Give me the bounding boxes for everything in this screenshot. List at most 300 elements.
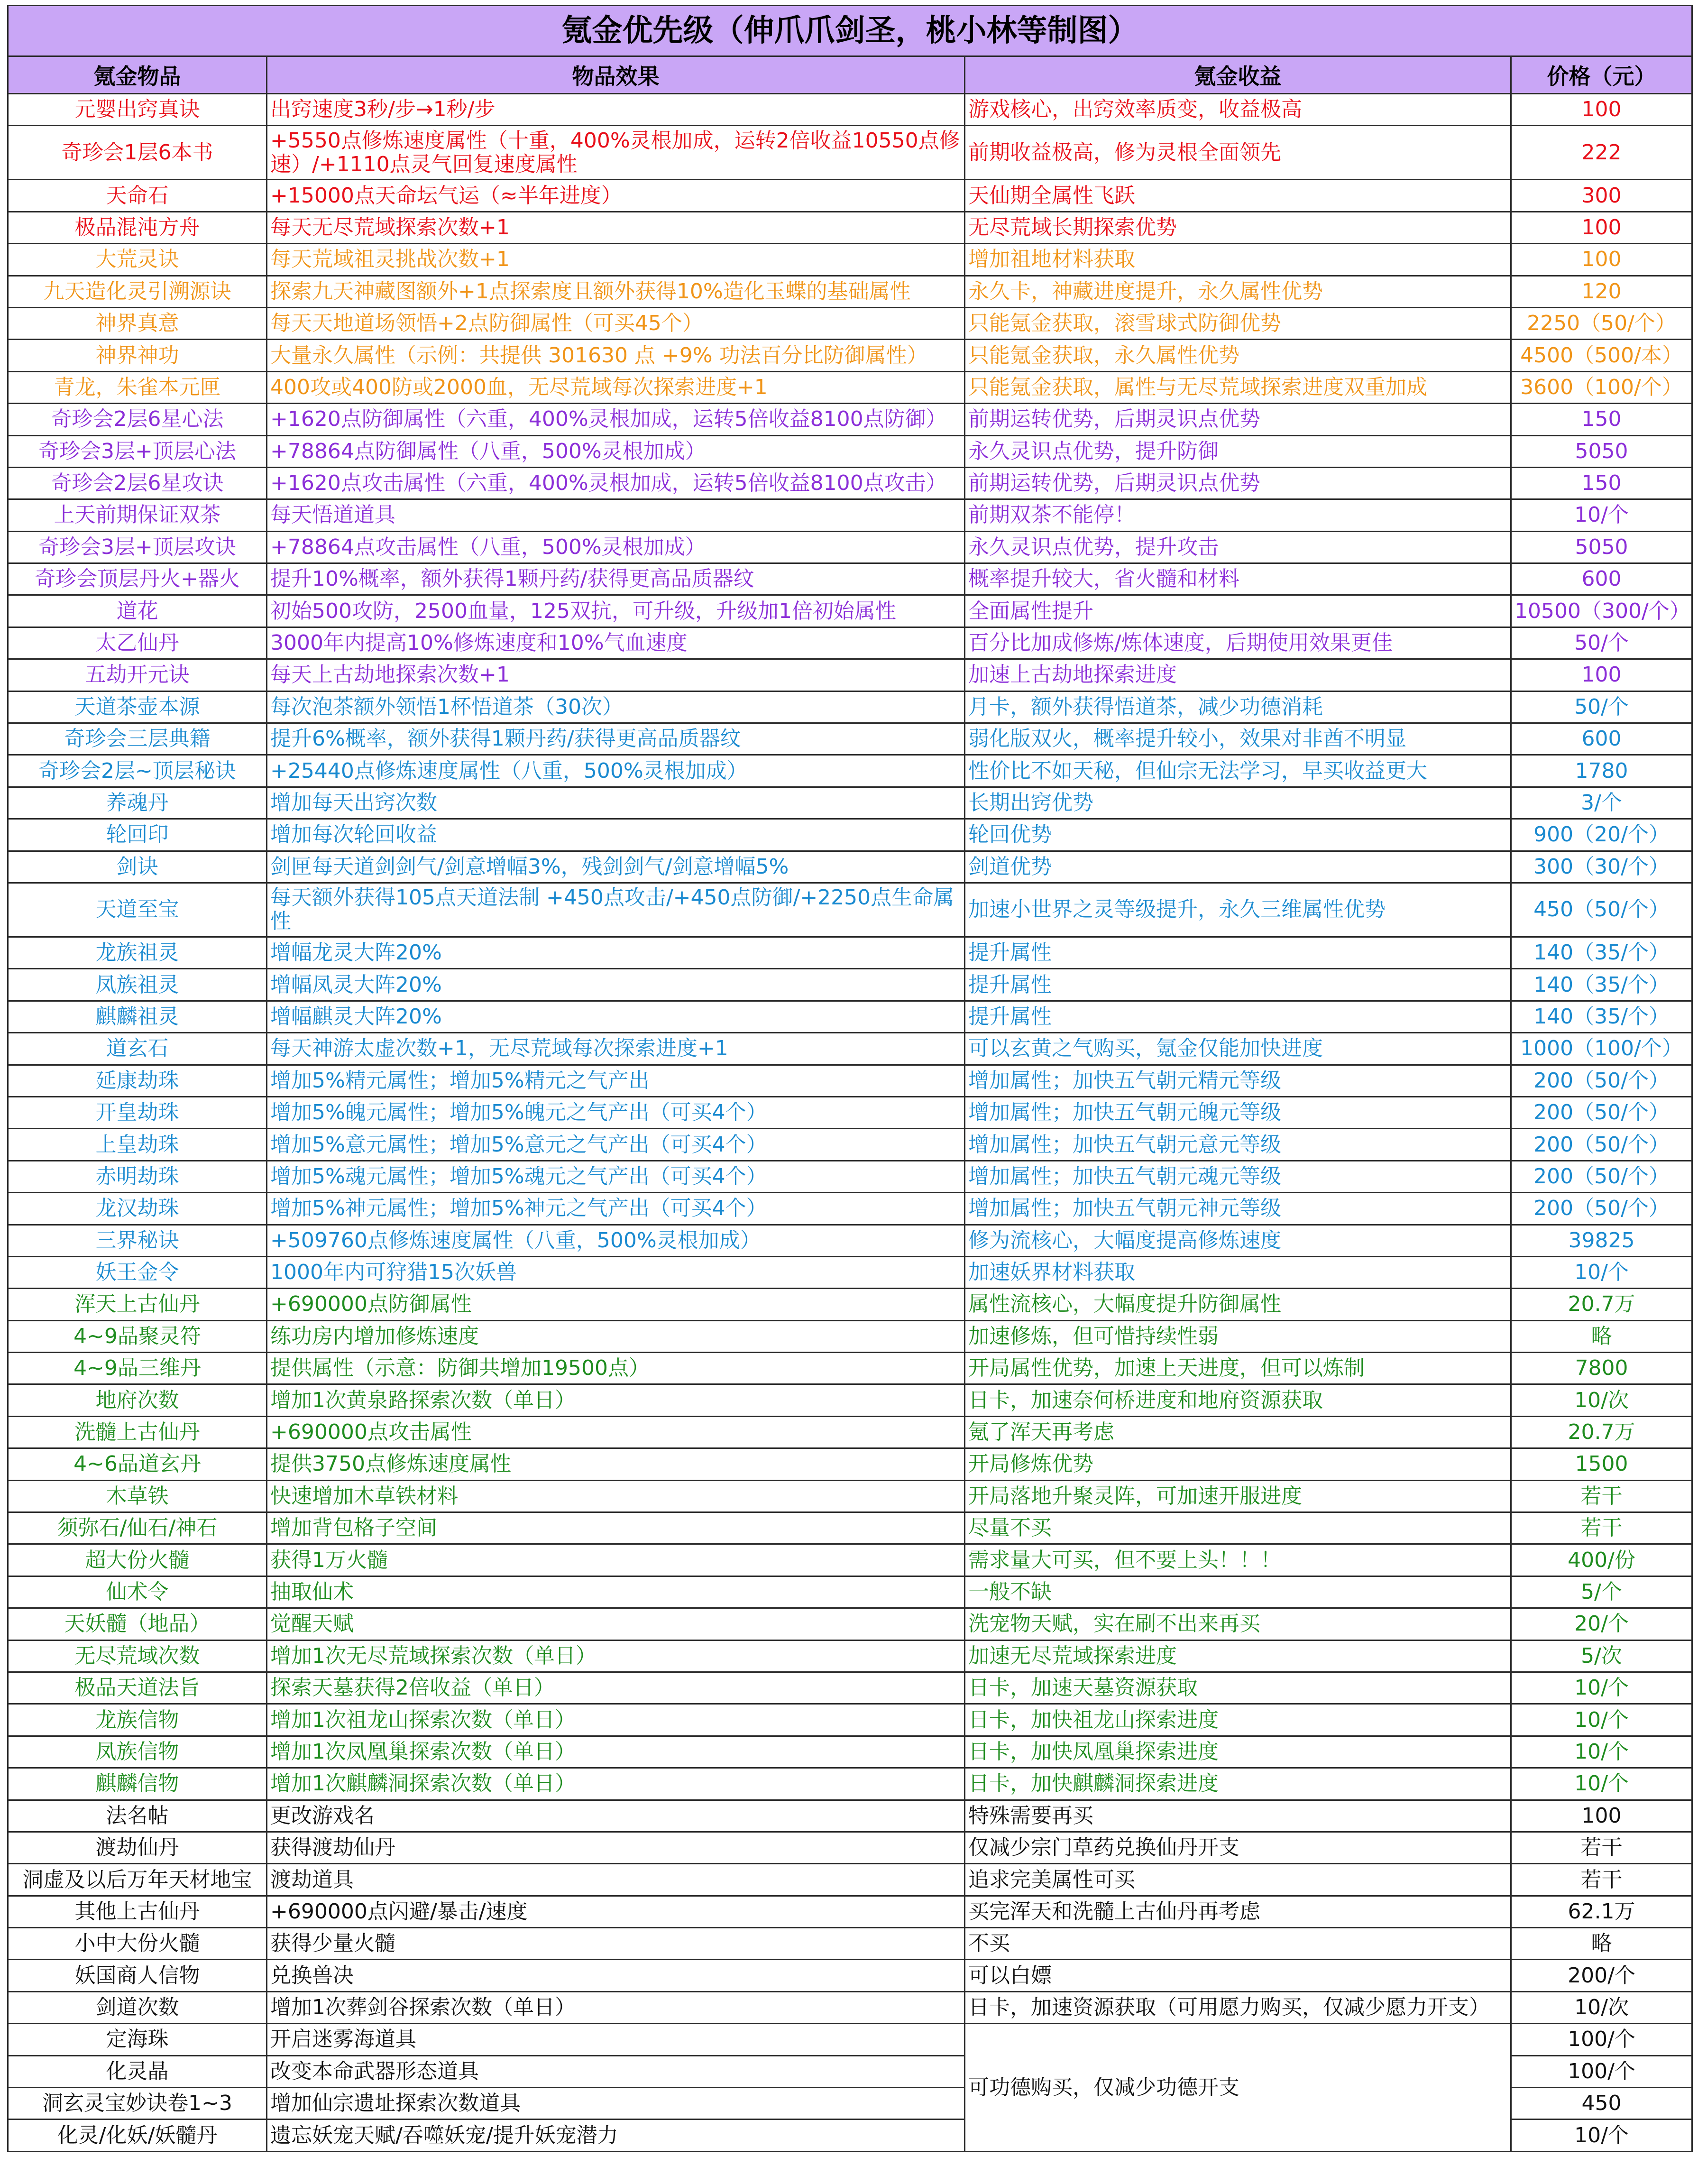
table-row <box>8 1991 1692 2023</box>
table-row <box>8 1864 1692 1896</box>
table-row <box>8 659 1692 691</box>
table-row <box>8 1800 1692 1832</box>
item-name-cell: 超大份火髓 <box>8 1544 267 1576</box>
item-name-cell: 木草铁 <box>8 1480 267 1512</box>
table-row <box>8 371 1692 403</box>
table-row <box>8 1065 1692 1097</box>
item-benefit-cell: 氪了浑天再考虑 <box>965 1416 1511 1448</box>
table-row <box>8 435 1692 467</box>
item-benefit-cell: 月卡，额外获得悟道茶，减少功德消耗 <box>965 691 1511 723</box>
table-row <box>8 937 1692 968</box>
header-price: 价格（元） <box>1511 56 1692 94</box>
table-row <box>8 1416 1692 1448</box>
table-row <box>8 1512 1692 1544</box>
item-effect-cell: 增加仙宗遗址探索次数道具 <box>267 2088 965 2119</box>
table-row <box>8 340 1692 371</box>
item-benefit-cell: 只能氪金获取，滚雪球式防御优势 <box>965 307 1511 339</box>
item-price-cell: 300（30/个） <box>1511 851 1692 883</box>
item-benefit-cell: 日卡，加快凤凰巢探索进度 <box>965 1736 1511 1768</box>
item-effect-cell: +78864点防御属性（八重，500%灵根加成） <box>267 435 965 467</box>
item-name-cell: 神界神功 <box>8 340 267 371</box>
item-benefit-cell: 前期收益极高，修为灵根全面领先 <box>965 126 1511 180</box>
table-row <box>8 1544 1692 1576</box>
item-price-cell: 100/个 <box>1511 2024 1692 2055</box>
item-name-cell: 洞玄灵宝妙诀卷1~3 <box>8 2088 267 2119</box>
item-name-cell: 剑诀 <box>8 851 267 883</box>
item-price-cell: 略 <box>1511 1320 1692 1352</box>
item-effect-cell: 抽取仙术 <box>267 1576 965 1608</box>
table-row <box>8 595 1692 627</box>
item-benefit-cell: 可以玄黄之气购买，氪金仅能加快进度 <box>965 1033 1511 1065</box>
item-name-cell: 三界秘诀 <box>8 1225 267 1256</box>
table-row <box>8 94 1692 126</box>
item-effect-cell: 获得渡劫仙丹 <box>267 1832 965 1863</box>
table-row <box>8 1832 1692 1863</box>
item-name-cell: 洗髓上古仙丹 <box>8 1416 267 1448</box>
item-effect-cell: 每天天地道场领悟+2点防御属性（可买45个） <box>267 307 965 339</box>
item-benefit-cell: 前期运转优势，后期灵识点优势 <box>965 404 1511 435</box>
item-name-cell: 妖国商人信物 <box>8 1960 267 1991</box>
table-row <box>8 126 1692 180</box>
item-benefit-cell: 全面属性提升 <box>965 595 1511 627</box>
item-name-cell: 五劫开元诀 <box>8 659 267 691</box>
item-benefit-cell: 游戏核心，出窍效率质变，收益极高 <box>965 94 1511 126</box>
item-price-cell: 若干 <box>1511 1512 1692 1544</box>
item-effect-cell: 开启迷雾海道具 <box>267 2024 965 2055</box>
item-price-cell: 120 <box>1511 276 1692 307</box>
table-row <box>8 627 1692 659</box>
item-price-cell: 若干 <box>1511 1832 1692 1863</box>
item-price-cell: 150 <box>1511 404 1692 435</box>
item-price-cell: 1000（100/个） <box>1511 1033 1692 1065</box>
item-effect-cell: 增加每次轮回收益 <box>267 819 965 851</box>
item-effect-cell: 出窍速度3秒/步→1秒/步 <box>267 94 965 126</box>
item-benefit-cell: 属性流核心，大幅度提升防御属性 <box>965 1289 1511 1320</box>
item-benefit-cell: 加速妖界材料获取 <box>965 1256 1511 1288</box>
table-row <box>8 1480 1692 1512</box>
item-price-cell: 62.1万 <box>1511 1896 1692 1927</box>
item-benefit-cell: 买完浑天和洗髓上古仙丹再考虑 <box>965 1896 1511 1927</box>
item-price-cell: 600 <box>1511 723 1692 755</box>
item-name-cell: 定海珠 <box>8 2024 267 2055</box>
item-benefit-cell: 长期出窍优势 <box>965 787 1511 819</box>
item-name-cell: 浑天上古仙丹 <box>8 1289 267 1320</box>
item-effect-cell: 增加背包格子空间 <box>267 1512 965 1544</box>
table-row <box>8 180 1692 212</box>
item-benefit-cell: 提升属性 <box>965 1001 1511 1032</box>
item-price-cell: 100 <box>1511 659 1692 691</box>
item-benefit-cell: 性价比不如天秘，但仙宗无法学习，早买收益更大 <box>965 755 1511 787</box>
item-price-cell: 10/个 <box>1511 1256 1692 1288</box>
item-name-cell: 天道至宝 <box>8 883 267 937</box>
header-effect: 物品效果 <box>267 56 965 94</box>
item-benefit-cell: 可以白嫖 <box>965 1960 1511 1991</box>
item-effect-cell: 增加1次麒麟洞探索次数（单日） <box>267 1768 965 1800</box>
item-name-cell: 地府次数 <box>8 1384 267 1416</box>
item-name-cell: 上皇劫珠 <box>8 1129 267 1161</box>
item-benefit-cell: 日卡，加速资源获取（可用愿力购买，仅减少愿力开支） <box>965 1991 1511 2023</box>
item-price-cell: 4500（500/本） <box>1511 340 1692 371</box>
table-row <box>8 1033 1692 1065</box>
item-benefit-cell: 加速修炼，但可惜持续性弱 <box>965 1320 1511 1352</box>
table-row <box>8 1320 1692 1352</box>
item-name-cell: 元婴出窍真诀 <box>8 94 267 126</box>
item-price-cell: 200（50/个） <box>1511 1129 1692 1161</box>
item-effect-cell: 每天荒域祖灵挑战次数+1 <box>267 244 965 276</box>
item-price-cell: 5/个 <box>1511 1576 1692 1608</box>
item-effect-cell: 增幅麒灵大阵20% <box>267 1001 965 1032</box>
item-price-cell: 20.7万 <box>1511 1289 1692 1320</box>
item-benefit-cell: 加速上古劫地探索进度 <box>965 659 1511 691</box>
item-benefit-cell: 只能氪金获取，属性与无尽荒域探索进度双重加成 <box>965 371 1511 403</box>
item-price-cell: 10500（300/个） <box>1511 595 1692 627</box>
table-row <box>8 1193 1692 1225</box>
table-body <box>8 94 1692 2152</box>
table-row <box>8 1960 1692 1991</box>
item-price-cell: 5050 <box>1511 531 1692 563</box>
table-row <box>8 499 1692 531</box>
item-benefit-cell: 日卡，加速天墓资源获取 <box>965 1672 1511 1704</box>
item-effect-cell: 增加5%精元属性；增加5%精元之气产出 <box>267 1065 965 1097</box>
item-effect-cell: 提升6%概率，额外获得1颗丹药/获得更高品质器纹 <box>267 723 965 755</box>
item-price-cell: 150 <box>1511 467 1692 499</box>
item-effect-cell: +690000点防御属性 <box>267 1289 965 1320</box>
item-price-cell: 1500 <box>1511 1448 1692 1480</box>
item-name-cell: 凤族祖灵 <box>8 969 267 1001</box>
item-name-cell: 龙族祖灵 <box>8 937 267 968</box>
item-name-cell: 养魂丹 <box>8 787 267 819</box>
item-effect-cell: 400攻或400防或2000血，无尽荒域每次探索进度+1 <box>267 371 965 403</box>
item-price-cell: 50/个 <box>1511 691 1692 723</box>
item-benefit-cell: 提升属性 <box>965 969 1511 1001</box>
item-effect-cell: 每天额外获得105点天道法制 +450点攻击/+450点防御/+2250点生命属性 <box>267 883 965 937</box>
item-name-cell: 轮回印 <box>8 819 267 851</box>
table-row <box>8 404 1692 435</box>
item-benefit-cell: 加速小世界之灵等级提升，永久三维属性优势 <box>965 883 1511 937</box>
item-price-cell: 10/个 <box>1511 1704 1692 1736</box>
item-effect-cell: +25440点修炼速度属性（八重，500%灵根加成） <box>267 755 965 787</box>
item-benefit-cell: 不买 <box>965 1928 1511 1960</box>
table-row <box>8 276 1692 307</box>
item-price-cell: 300 <box>1511 180 1692 212</box>
item-price-cell: 7800 <box>1511 1353 1692 1384</box>
item-price-cell: 200（50/个） <box>1511 1065 1692 1097</box>
table-row <box>8 1608 1692 1640</box>
item-name-cell: 妖王金令 <box>8 1256 267 1288</box>
item-name-cell: 无尽荒域次数 <box>8 1640 267 1672</box>
item-benefit-cell: 百分比加成修炼/炼体速度，后期使用效果更佳 <box>965 627 1511 659</box>
item-name-cell: 渡劫仙丹 <box>8 1832 267 1863</box>
item-name-cell: 道玄石 <box>8 1033 267 1065</box>
table-row <box>8 467 1692 499</box>
item-benefit-cell: 仅减少宗门草药兑换仙丹开支 <box>965 1832 1511 1863</box>
item-price-cell: 100 <box>1511 212 1692 243</box>
item-price-cell: 2250（50/个） <box>1511 307 1692 339</box>
table-row <box>8 755 1692 787</box>
item-name-cell: 奇珍会2层~顶层秘诀 <box>8 755 267 787</box>
item-benefit-cell: 永久灵识点优势，提升防御 <box>965 435 1511 467</box>
item-name-cell: 龙汉劫珠 <box>8 1193 267 1225</box>
item-benefit-cell: 无尽荒域长期探索优势 <box>965 212 1511 243</box>
item-name-cell: 天妖髓（地品） <box>8 1608 267 1640</box>
header-benefit: 氪金收益 <box>965 56 1511 94</box>
item-benefit-cell: 增加属性；加快五气朝元神元等级 <box>965 1193 1511 1225</box>
item-name-cell: 麒麟信物 <box>8 1768 267 1800</box>
item-name-cell: 奇珍会3层+顶层攻诀 <box>8 531 267 563</box>
item-effect-cell: 每天上古劫地探索次数+1 <box>267 659 965 691</box>
item-benefit-cell: 追求完美属性可买 <box>965 1864 1511 1896</box>
item-benefit-cell: 永久卡，神藏进度提升，永久属性优势 <box>965 276 1511 307</box>
item-effect-cell: +15000点天命坛气运（≈半年进度） <box>267 180 965 212</box>
table-row <box>8 723 1692 755</box>
item-name-cell: 奇珍会1层6本书 <box>8 126 267 180</box>
item-name-cell: 4~9品三维丹 <box>8 1353 267 1384</box>
table-row <box>8 212 1692 243</box>
item-price-cell: 140（35/个） <box>1511 969 1692 1001</box>
item-name-cell: 奇珍会2层6星心法 <box>8 404 267 435</box>
item-name-cell: 极品天道法旨 <box>8 1672 267 1704</box>
item-effect-cell: 获得少量火髓 <box>267 1928 965 1960</box>
item-benefit-cell: 洗宠物天赋，实在刷不出来再买 <box>965 1608 1511 1640</box>
table-row <box>8 1736 1692 1768</box>
item-effect-cell: 增加1次无尽荒域探索次数（单日） <box>267 1640 965 1672</box>
item-name-cell: 奇珍会2层6星攻诀 <box>8 467 267 499</box>
item-name-cell: 仙术令 <box>8 1576 267 1608</box>
item-price-cell: 39825 <box>1511 1225 1692 1256</box>
table-row <box>8 244 1692 276</box>
item-benefit-cell: 剑道优势 <box>965 851 1511 883</box>
item-effect-cell: 剑匣每天道剑剑气/剑意增幅3%，残剑剑气/剑意增幅5% <box>267 851 965 883</box>
item-benefit-cell: 增加属性；加快五气朝元意元等级 <box>965 1129 1511 1161</box>
item-benefit-cell: 加速无尽荒域探索进度 <box>965 1640 1511 1672</box>
item-price-cell: 5050 <box>1511 435 1692 467</box>
item-benefit-cell: 尽量不买 <box>965 1512 1511 1544</box>
item-effect-cell: 3000年内提高10%修炼速度和10%气血速度 <box>267 627 965 659</box>
item-name-cell: 太乙仙丹 <box>8 627 267 659</box>
item-benefit-cell: 提升属性 <box>965 937 1511 968</box>
item-effect-cell: 快速增加木草铁材料 <box>267 1480 965 1512</box>
item-price-cell: 100 <box>1511 94 1692 126</box>
item-effect-cell: 增加5%神元属性；增加5%神元之气产出（可买4个） <box>267 1193 965 1225</box>
table-row <box>8 531 1692 563</box>
item-benefit-cell: 一般不缺 <box>965 1576 1511 1608</box>
table-row <box>8 1129 1692 1161</box>
item-name-cell: 神界真意 <box>8 307 267 339</box>
item-benefit-cell: 需求量大可买，但不要上头！！！ <box>965 1544 1511 1576</box>
item-effect-cell: 练功房内增加修炼速度 <box>267 1320 965 1352</box>
item-effect-cell: 每天神游太虚次数+1，无尽荒域每次探索进度+1 <box>267 1033 965 1065</box>
item-effect-cell: 1000年内可狩猎15次妖兽 <box>267 1256 965 1288</box>
item-price-cell: 20.7万 <box>1511 1416 1692 1448</box>
item-price-cell: 10/次 <box>1511 1991 1692 2023</box>
item-benefit-cell: 弱化版双火，概率提升较小，效果对非酋不明显 <box>965 723 1511 755</box>
item-benefit-cell: 前期运转优势，后期灵识点优势 <box>965 467 1511 499</box>
table-row <box>8 851 1692 883</box>
table-row <box>8 1768 1692 1800</box>
item-name-cell: 麒麟祖灵 <box>8 1001 267 1032</box>
item-price-cell: 200（50/个） <box>1511 1193 1692 1225</box>
table-row <box>8 563 1692 595</box>
table-row <box>8 691 1692 723</box>
item-name-cell: 4~9品聚灵符 <box>8 1320 267 1352</box>
item-name-cell: 道花 <box>8 595 267 627</box>
item-effect-cell: +690000点闪避/暴击/速度 <box>267 1896 965 1927</box>
item-effect-cell: 获得1万火髓 <box>267 1544 965 1576</box>
table-row <box>8 819 1692 851</box>
table-row <box>8 883 1692 937</box>
item-effect-cell: 每天悟道道具 <box>267 499 965 531</box>
item-benefit-cell: 永久灵识点优势，提升攻击 <box>965 531 1511 563</box>
item-effect-cell: 增加1次黄泉路探索次数（单日） <box>267 1384 965 1416</box>
item-effect-cell: 探索九天神藏图额外+1点探索度且额外获得10%造化玉蝶的基础属性 <box>267 276 965 307</box>
item-effect-cell: +1620点攻击属性（六重，400%灵根加成，运转5倍收益8100点攻击） <box>267 467 965 499</box>
item-price-cell: 若干 <box>1511 1480 1692 1512</box>
table-row <box>8 1928 1692 1960</box>
item-effect-cell: 觉醒天赋 <box>267 1608 965 1640</box>
item-name-cell: 上天前期保证双茶 <box>8 499 267 531</box>
table-row <box>8 2024 1692 2055</box>
item-price-cell: 20/个 <box>1511 1608 1692 1640</box>
table-row <box>8 1097 1692 1128</box>
item-name-cell: 奇珍会顶层丹火+器火 <box>8 563 267 595</box>
item-benefit-cell: 增加属性；加快五气朝元精元等级 <box>965 1065 1511 1097</box>
table-row <box>8 1704 1692 1736</box>
item-price-cell: 200/个 <box>1511 1960 1692 1991</box>
table-row <box>8 1448 1692 1480</box>
table-row <box>8 969 1692 1001</box>
item-benefit-cell: 增加祖地材料获取 <box>965 244 1511 276</box>
item-effect-cell: 提供3750点修炼速度属性 <box>267 1448 965 1480</box>
table-row <box>8 307 1692 339</box>
item-name-cell: 延康劫珠 <box>8 1065 267 1097</box>
item-effect-cell: 每次泡茶额外领悟1杯悟道茶（30次） <box>267 691 965 723</box>
item-name-cell: 化灵/化妖/妖髓丹 <box>8 2119 267 2151</box>
item-effect-cell: +5550点修炼速度属性（十重，400%灵根加成，运转2倍收益10550点修速）/+1110点灵气回复速度属性 <box>267 126 965 180</box>
table-row <box>8 1353 1692 1384</box>
item-price-cell: 140（35/个） <box>1511 1001 1692 1032</box>
item-effect-cell: 探索天墓获得2倍收益（单日） <box>267 1672 965 1704</box>
item-name-cell: 其他上古仙丹 <box>8 1896 267 1927</box>
table-row <box>8 787 1692 819</box>
item-name-cell: 天道茶壶本源 <box>8 691 267 723</box>
item-benefit-cell: 只能氪金获取，永久属性优势 <box>965 340 1511 371</box>
item-name-cell: 法名帖 <box>8 1800 267 1832</box>
item-benefit-cell: 前期双茶不能停！ <box>965 499 1511 531</box>
item-price-cell: 略 <box>1511 1928 1692 1960</box>
item-effect-cell: 增加1次葬剑谷探索次数（单日） <box>267 1991 965 2023</box>
item-price-cell: 100 <box>1511 244 1692 276</box>
item-price-cell: 222 <box>1511 126 1692 180</box>
item-name-cell: 奇珍会三层典籍 <box>8 723 267 755</box>
item-benefit-cell: 开局属性优势，加速上天进度，但可以炼制 <box>965 1353 1511 1384</box>
table-row <box>8 1384 1692 1416</box>
priority-table <box>7 5 1693 2152</box>
item-price-cell: 900（20/个） <box>1511 819 1692 851</box>
item-name-cell: 天命石 <box>8 180 267 212</box>
item-name-cell: 大荒灵诀 <box>8 244 267 276</box>
item-effect-cell: 渡劫道具 <box>267 1864 965 1896</box>
item-name-cell: 须弥石/仙石/神石 <box>8 1512 267 1544</box>
item-price-cell: 若干 <box>1511 1864 1692 1896</box>
item-effect-cell: 大量永久属性（示例：共提供 301630 点 +9% 功法百分比防御属性） <box>267 340 965 371</box>
item-price-cell: 10/个 <box>1511 1736 1692 1768</box>
item-effect-cell: 增加5%魄元属性；增加5%魄元之气产出（可买4个） <box>267 1097 965 1128</box>
item-price-cell: 450 <box>1511 2088 1692 2119</box>
item-effect-cell: 初始500攻防，2500血量，125双抗，可升级，升级加1倍初始属性 <box>267 595 965 627</box>
item-benefit-cell: 日卡，加快麒麟洞探索进度 <box>965 1768 1511 1800</box>
item-name-cell: 奇珍会3层+顶层心法 <box>8 435 267 467</box>
item-effect-cell: +1620点防御属性（六重，400%灵根加成，运转5倍收益8100点防御） <box>267 404 965 435</box>
item-effect-cell: 增加5%意元属性；增加5%意元之气产出（可买4个） <box>267 1129 965 1161</box>
item-price-cell: 10/个 <box>1511 499 1692 531</box>
item-price-cell: 10/个 <box>1511 2119 1692 2151</box>
item-price-cell: 50/个 <box>1511 627 1692 659</box>
item-name-cell: 九天造化灵引溯源诀 <box>8 276 267 307</box>
table-row <box>8 1576 1692 1608</box>
item-price-cell: 200（50/个） <box>1511 1097 1692 1128</box>
item-effect-cell: 改变本命武器形态道具 <box>267 2055 965 2087</box>
item-effect-cell: 遗忘妖宠天赋/吞噬妖宠/提升妖宠潜力 <box>267 2119 965 2151</box>
item-benefit-cell: 天仙期全属性飞跃 <box>965 180 1511 212</box>
item-price-cell: 100/个 <box>1511 2055 1692 2087</box>
item-effect-cell: +690000点攻击属性 <box>267 1416 965 1448</box>
item-price-cell: 10/个 <box>1511 1672 1692 1704</box>
table-row <box>8 1256 1692 1288</box>
item-price-cell: 5/次 <box>1511 1640 1692 1672</box>
table-row <box>8 1896 1692 1927</box>
table-row <box>8 1289 1692 1320</box>
item-price-cell: 3600（100/个） <box>1511 371 1692 403</box>
item-benefit-cell: 特殊需要再买 <box>965 1800 1511 1832</box>
item-effect-cell: 增幅凤灵大阵20% <box>267 969 965 1001</box>
item-name-cell: 开皇劫珠 <box>8 1097 267 1128</box>
item-effect-cell: 增加1次祖龙山探索次数（单日） <box>267 1704 965 1736</box>
item-benefit-cell: 日卡，加速奈何桥进度和地府资源获取 <box>965 1384 1511 1416</box>
item-price-cell: 3/个 <box>1511 787 1692 819</box>
item-price-cell: 1780 <box>1511 755 1692 787</box>
item-effect-cell: 兑换兽决 <box>267 1960 965 1991</box>
item-name-cell: 剑道次数 <box>8 1991 267 2023</box>
item-name-cell: 洞虚及以后万年天材地宝 <box>8 1864 267 1896</box>
item-effect-cell: 增幅龙灵大阵20% <box>267 937 965 968</box>
item-name-cell: 凤族信物 <box>8 1736 267 1768</box>
item-benefit-cell: 开局修炼优势 <box>965 1448 1511 1480</box>
item-name-cell: 化灵晶 <box>8 2055 267 2087</box>
item-effect-cell: 增加5%魂元属性；增加5%魂元之气产出（可买4个） <box>267 1161 965 1192</box>
item-price-cell: 450（50/个） <box>1511 883 1692 937</box>
item-benefit-cell: 开局落地升聚灵阵，可加速开服进度 <box>965 1480 1511 1512</box>
item-effect-cell: 每天无尽荒域探索次数+1 <box>267 212 965 243</box>
item-price-cell: 200（50/个） <box>1511 1161 1692 1192</box>
item-price-cell: 10/次 <box>1511 1384 1692 1416</box>
item-name-cell: 赤明劫珠 <box>8 1161 267 1192</box>
item-benefit-cell: 概率提升较大，省火髓和材料 <box>965 563 1511 595</box>
item-price-cell: 10/个 <box>1511 1768 1692 1800</box>
table-title: 氪金优先级（伸爪爪剑圣，桃小林等制图） <box>8 6 1692 56</box>
item-price-cell: 400/份 <box>1511 1544 1692 1576</box>
item-benefit-cell: 修为流核心，大幅度提高修炼速度 <box>965 1225 1511 1256</box>
table-row <box>8 1640 1692 1672</box>
item-name-cell: 青龙，朱雀本元匣 <box>8 371 267 403</box>
item-effect-cell: +78864点攻击属性（八重，500%灵根加成） <box>267 531 965 563</box>
item-name-cell: 龙族信物 <box>8 1704 267 1736</box>
item-effect-cell: 增加每天出窍次数 <box>267 787 965 819</box>
item-benefit-cell: 日卡，加快祖龙山探索进度 <box>965 1704 1511 1736</box>
item-benefit-cell: 轮回优势 <box>965 819 1511 851</box>
item-effect-cell: 更改游戏名 <box>267 1800 965 1832</box>
table-row <box>8 1161 1692 1192</box>
item-name-cell: 小中大份火髓 <box>8 1928 267 1960</box>
